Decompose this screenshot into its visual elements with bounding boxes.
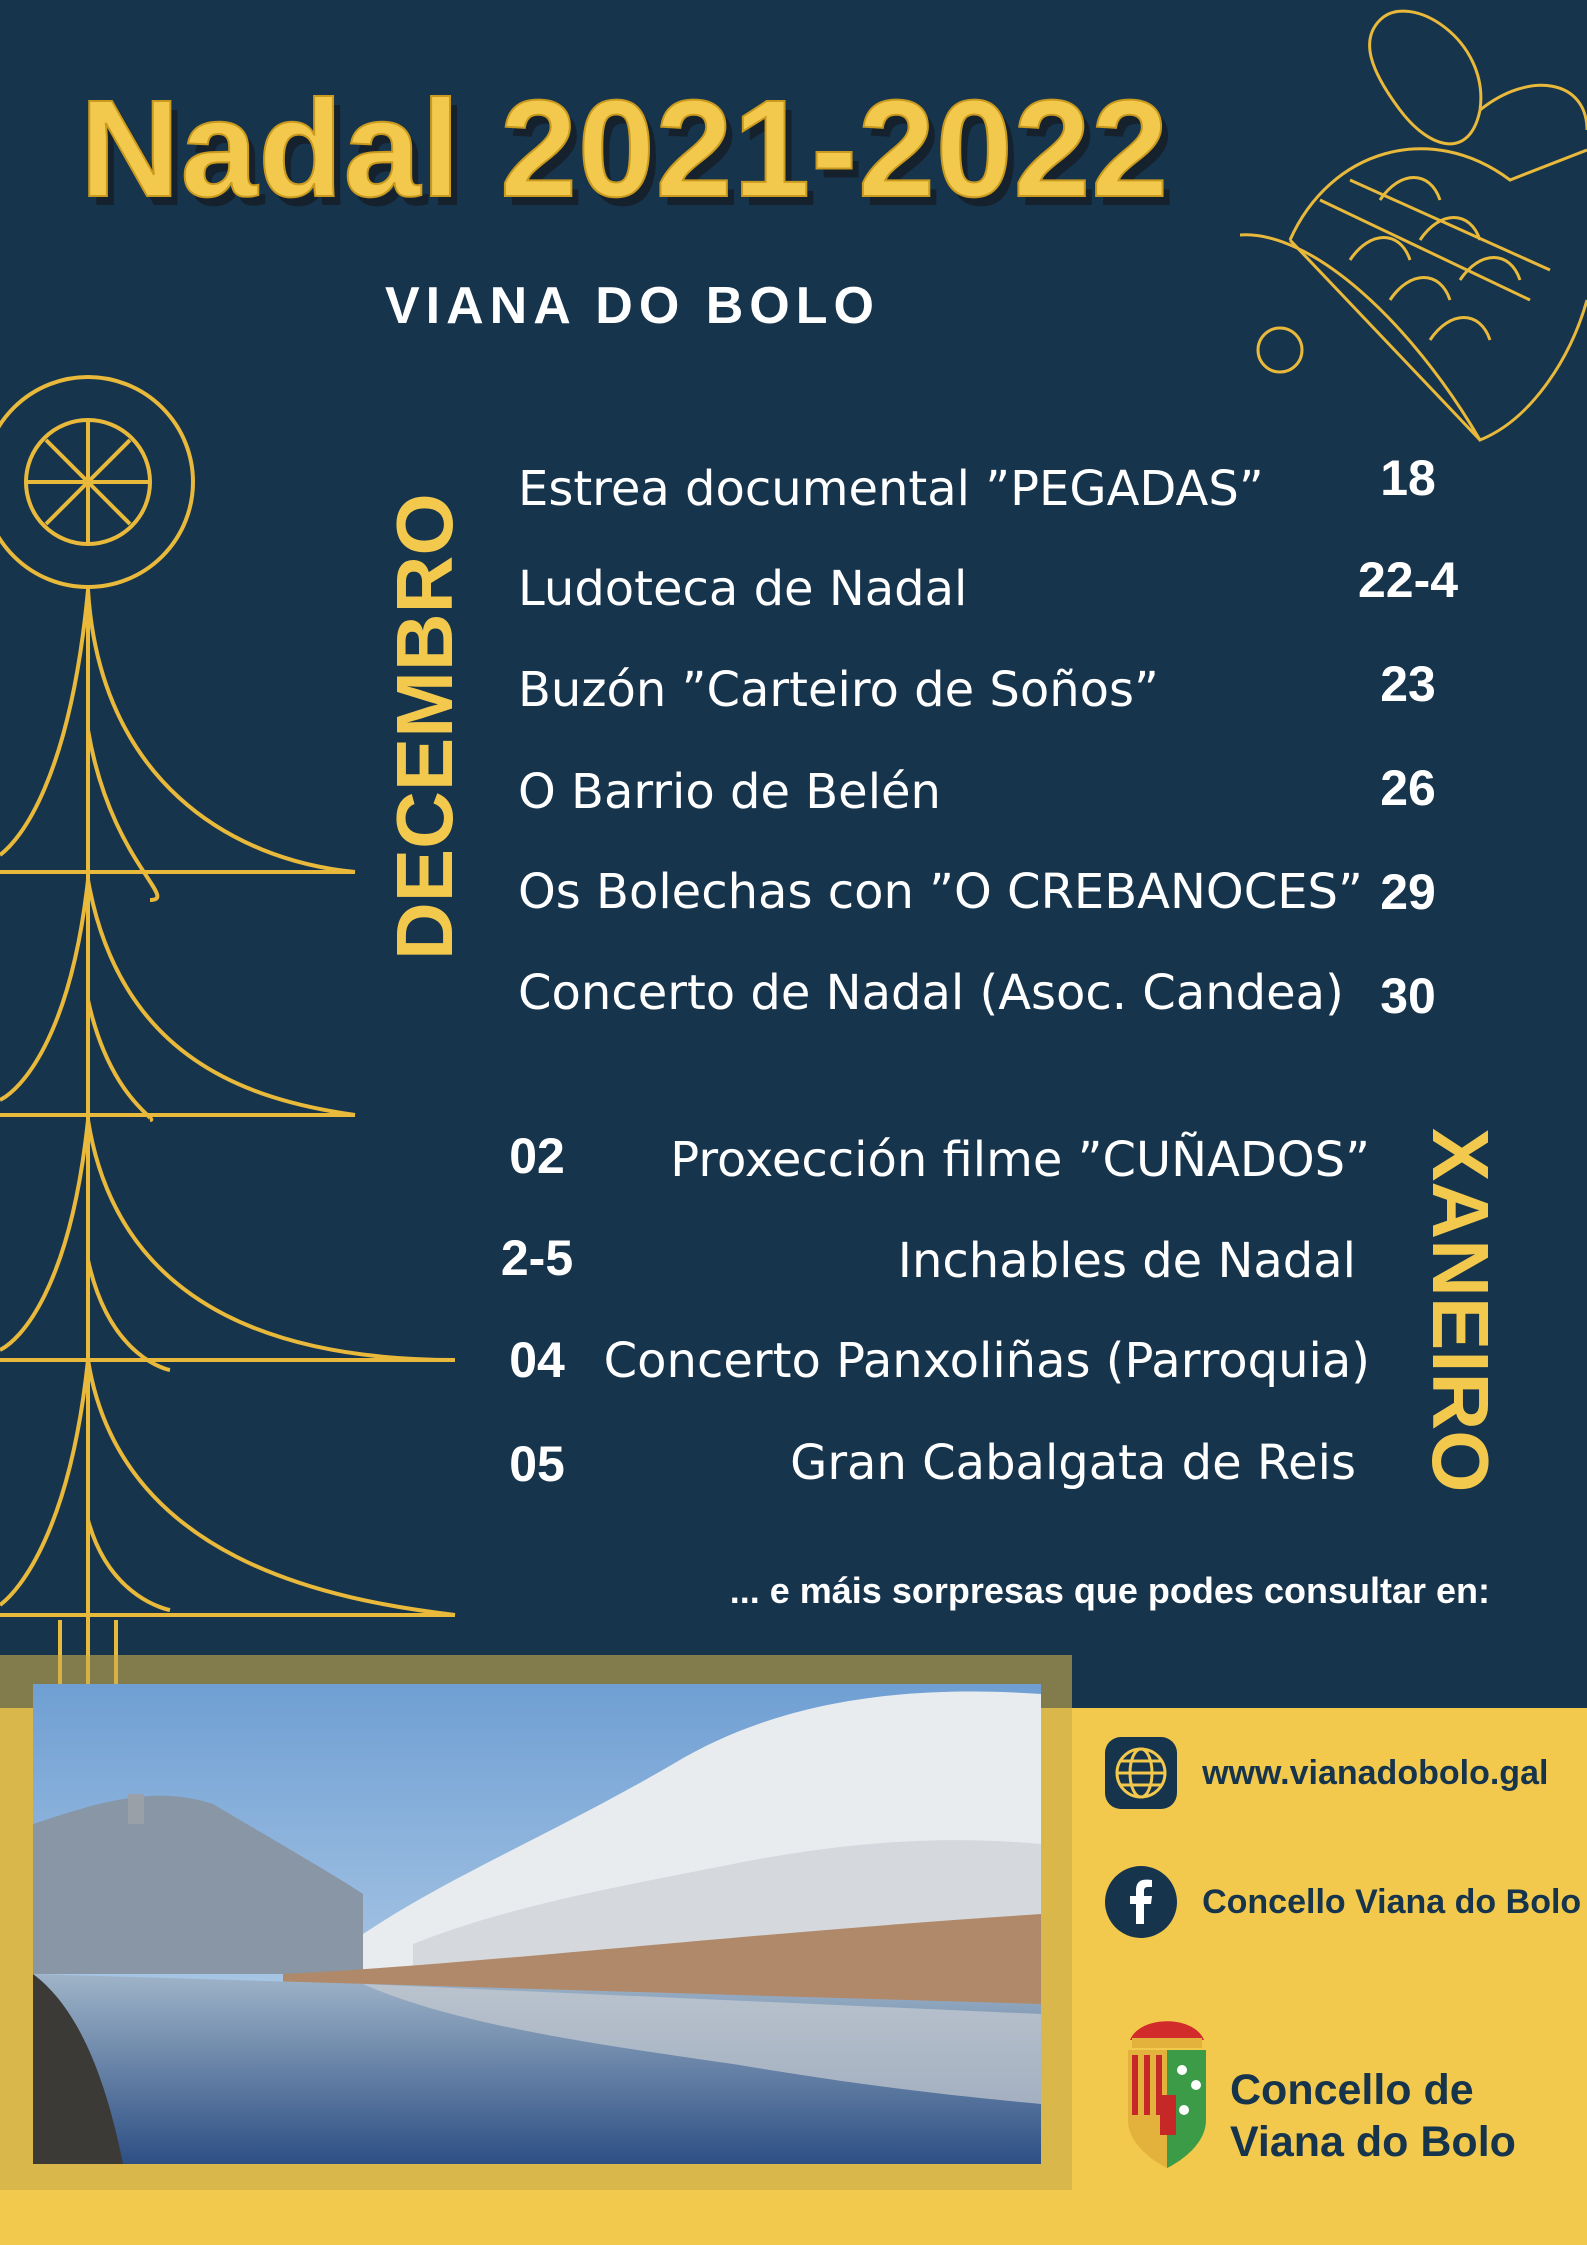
website-text: www.vianadobolo.gal <box>1202 1753 1549 1792</box>
bell-icon <box>1230 0 1587 460</box>
december-label: DECEMBRO <box>380 493 469 960</box>
december-event-name: Ludoteca de Nadal <box>518 561 968 617</box>
december-event-name: Os Bolechas con ”O CREBANOCES” <box>518 864 1363 920</box>
landscape-photo <box>33 1684 1041 2164</box>
january-event-date: 02 <box>509 1128 565 1184</box>
december-event-date: 30 <box>1380 968 1436 1024</box>
january-event-name: Inchables de Nadal <box>897 1233 1356 1289</box>
december-event-date: 18 <box>1380 450 1436 506</box>
december-event-date: 22-4 <box>1357 552 1459 608</box>
january-event-name: Concerto Panxoliñas (Parroquia) <box>603 1333 1370 1389</box>
december-event-name: O Barrio de Belén <box>518 764 941 820</box>
january-event-name: Proxección filme ”CUÑADOS” <box>670 1132 1370 1188</box>
facebook-link[interactable] <box>1105 1866 1581 1938</box>
december-event-date: 23 <box>1380 656 1436 712</box>
page-title: Nadal 2021-2022 <box>80 72 1170 226</box>
january-event-date: 2-5 <box>500 1230 574 1286</box>
page-subtitle: VIANA DO BOLO <box>385 277 880 335</box>
december-event-name: Estrea documental ”PEGADAS” <box>518 461 1264 517</box>
january-event-date: 04 <box>509 1332 565 1388</box>
organization-name <box>1230 2064 1516 2168</box>
coat-of-arms-icon <box>1120 2010 1214 2170</box>
facebook-icon <box>1105 1866 1177 1938</box>
december-event-date: 26 <box>1380 760 1436 816</box>
organization-name-line1: Concello de <box>1230 2066 1474 2114</box>
organization-name-line2: Viana do Bolo <box>1230 2118 1516 2166</box>
january-event-date: 05 <box>509 1436 565 1492</box>
december-event-date: 29 <box>1380 864 1436 920</box>
more-info-text: ... e máis sorpresas que podes consultar en: <box>729 1570 1490 1611</box>
december-event-name: Buzón ”Carteiro de Soños” <box>518 662 1159 718</box>
globe-icon <box>1105 1737 1177 1809</box>
january-label: XANEIRO <box>1416 1128 1505 1493</box>
website-link[interactable] <box>1105 1737 1548 1809</box>
january-event-name: Gran Cabalgata de Reis <box>790 1435 1356 1491</box>
facebook-text: Concello Viana do Bolo <box>1202 1882 1582 1921</box>
december-event-name: Concerto de Nadal (Asoc. Candea) <box>518 965 1344 1021</box>
